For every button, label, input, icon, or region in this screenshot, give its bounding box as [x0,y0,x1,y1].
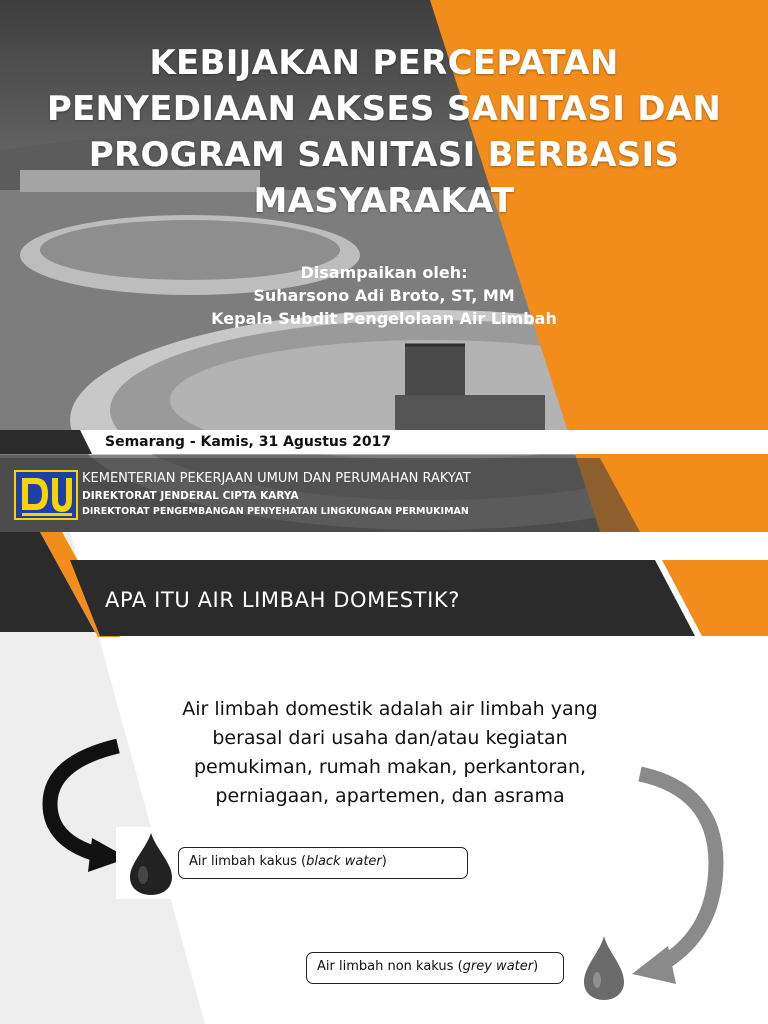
presentation-title: KEBIJAKAN PERCEPATAN PENYEDIAAN AKSES SANITASI DAN PROGRAM SANITASI BERBASIS MASYARAKAT [46,43,722,221]
grey-water-label: Air limbah non kakus (grey water) [306,952,564,984]
grey-drop-icon [576,932,632,1004]
presented-by-label: Disampaikan oleh: [300,263,468,282]
directorate-general: DIREKTORAT JENDERAL CIPTA KARYA [82,490,299,502]
date-location: Semarang - Kamis, 31 Agustus 2017 [105,434,392,450]
ministry-name: KEMENTERIAN PEKERJAAN UMUM DAN PERUMAHAN RAKYAT [82,471,471,486]
black-water-label: Air limbah kakus (black water) [178,847,468,879]
presenter-name: Suharsono Adi Broto, ST, MM [253,286,515,305]
black-drop-icon [116,827,186,899]
pupr-logo [14,470,78,520]
slide-heading: APA ITU AIR LIMBAH DOMESTIK? [105,588,461,612]
presenter-role: Kepala Subdit Pengelolaan Air Limbah [211,309,557,328]
black-drop-container [116,827,186,899]
definition-text: Air limbah domestik adalah air limbah yang berasal dari usaha dan/atau kegiatan pemukiman, rumah makan, perkantoran, perniagaan, apartemen, dan asrama [182,698,598,807]
directorate: DIREKTORAT PENGEMBANGAN PENYEHATAN LINGKUNGAN PERMUKIMAN [82,506,469,517]
content-slide [0,532,768,1024]
